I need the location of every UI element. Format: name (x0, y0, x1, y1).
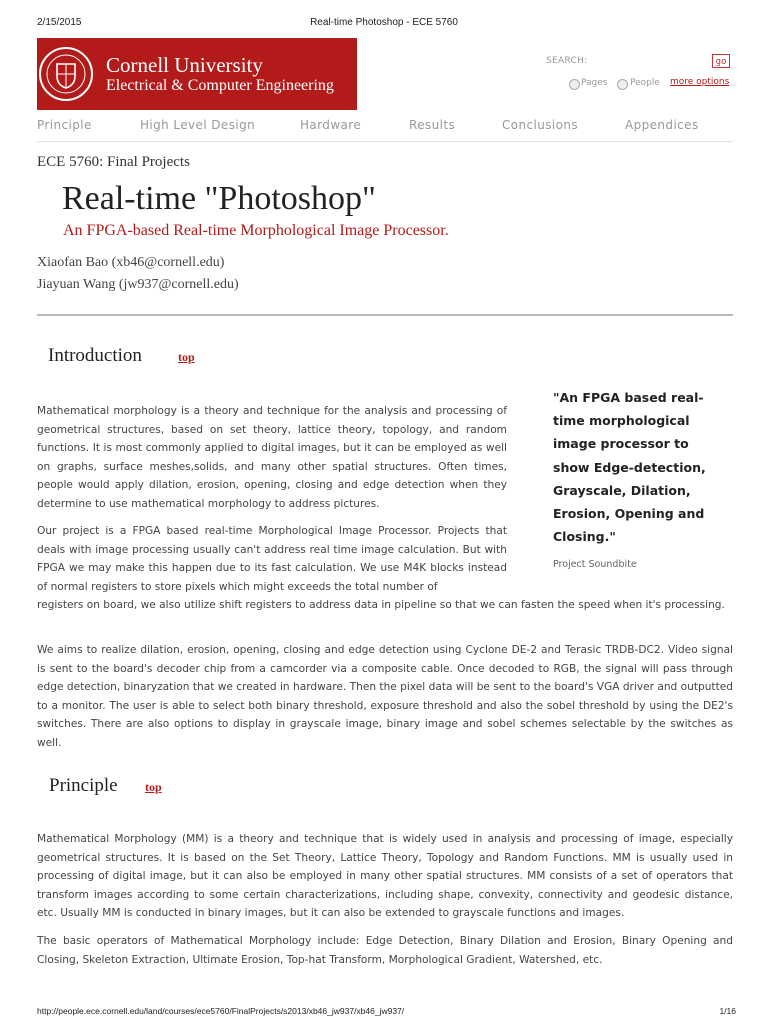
intro-heading: Introduction (48, 345, 142, 366)
intro-paragraph-1: Mathematical morphology is a theory and technique for the analysis and processing of geometrical structures, based on set theory, lattice theory, topology, and random functions. It is most commonly applied to digital images, but it can be employed as well on graphs, surface meshes,solids, and many other spatial structures. Often times, people would apply dilation, erosion, opening, closing and edge detection when they determine to use mathematical morphology to address pictures. (37, 405, 507, 510)
intro-top-link[interactable]: top (178, 350, 195, 364)
pages-radio-label: Pages (581, 78, 608, 88)
nav-appendices[interactable]: Appendices (625, 118, 699, 132)
nav-divider (37, 141, 733, 142)
principle-paragraph-1: Mathematical Morphology (MM) is a theory and technique that is widely used in analysis and processing of image, especially geometrical structures. It is based on the Set Theory, Lattice Theory, Topology and Random Functions. MM is usually used in processing of digital image, but it can also be employed in many other spatial structures. MM consists of a set of operators that transform images according to some certain characterizations, including shape, convexity, connectivity and geodesic distance, etc. Usually MM is conducted in binary images, but it can also be extended to grayscale functions and images. (37, 833, 733, 920)
pages-radio[interactable] (569, 79, 580, 90)
cornell-seal-icon (37, 38, 95, 110)
print-url: http://people.ece.cornell.edu/land/courses/ece5760/FinalProjects/s2013/xb46_jw937/xb46_jw937/ (37, 1006, 405, 1016)
search-go-button[interactable]: go (712, 54, 730, 68)
people-radio[interactable] (617, 79, 628, 90)
page-title: Real-time "Photoshop" (62, 180, 376, 217)
intro-paragraph-2: Our project is a FPGA based real-time Morphological Image Processor. Projects that deals with image processing usually can't address real time image calculation. But with FPGA we may make this happen due to its fast calculation. We use M4K blocks instead of normal registers to store pixels which might exceeds the total number of (37, 525, 507, 593)
soundbite-caption: Project Soundbite (553, 559, 637, 570)
title-divider (37, 314, 733, 316)
page-subtitle: An FPGA-based Real-time Morphological Image Processor. (63, 222, 449, 239)
author-1: Xiaofan Bao (xb46@cornell.edu) (37, 255, 225, 270)
print-date: 2/15/2015 (37, 17, 82, 28)
university-name: Cornell University (106, 53, 263, 77)
course-breadcrumb: ECE 5760: Final Projects (37, 154, 190, 170)
intro-paragraph-2-cont: registers on board, we also utilize shift registers to address data in pipeline so that we can fasten the speed when it's processing. (37, 599, 725, 611)
department-name: Electrical & Computer Engineering (106, 77, 334, 94)
principle-heading: Principle (49, 775, 118, 796)
print-title: Real-time Photoshop - ECE 5760 (310, 17, 458, 28)
intro-paragraph-3: We aims to realize dilation, erosion, opening, closing and edge detection using Cyclone DE-2 and Terasic TRDB-DC2. Video signal is sent to the board's decoder chip from a camcorder via a composite cable. Once decoded to RGB, the signal will pass through edge detection, binaryzation that we created in hardware. Then the pixel data will be sent to the board's VGA driver and outputted to a monitor. The user is able to select both binary threshold, exposure threshold and also the sobel threshold by using the DE2's switches. There are also options to display in grayscale image, binary image and sobel schemes selectable by the switches as well. (37, 644, 733, 749)
nav-hardware[interactable]: Hardware (300, 118, 362, 132)
principle-top-link[interactable]: top (145, 780, 162, 794)
principle-paragraph-2: The basic operators of Mathematical Morphology include: Edge Detection, Binary Dilation and Erosion, Binary Opening and Closing, Skeleton Extraction, Ultimate Erosion, Top-hat Transform, Morphological Gradient, Watershed, etc. (37, 935, 733, 966)
more-options-link[interactable]: more options (670, 77, 730, 87)
author-2: Jiayuan Wang (jw937@cornell.edu) (37, 277, 239, 292)
nav-results[interactable]: Results (409, 118, 456, 132)
print-page-count: 1/16 (719, 1006, 736, 1016)
project-soundbite: "An FPGA based real-time morphological image processor to show Edge-detection, Grayscale, Dilation, Erosion, Opening and Closing." (553, 390, 706, 545)
nav-principle[interactable]: Principle (37, 118, 92, 132)
search-label: SEARCH: (546, 56, 588, 66)
nav-conclusions[interactable]: Conclusions (502, 118, 579, 132)
people-radio-label: People (630, 78, 660, 88)
search-input[interactable] (600, 53, 710, 69)
nav-high-level-design[interactable]: High Level Design (140, 118, 256, 132)
